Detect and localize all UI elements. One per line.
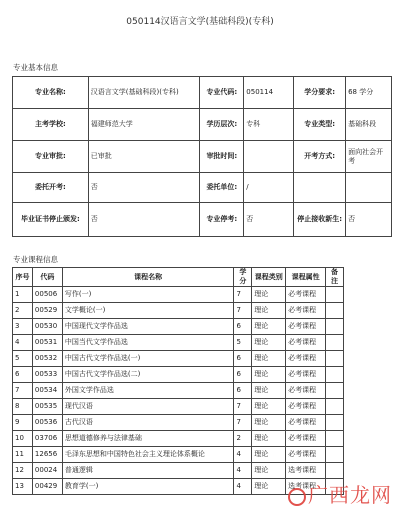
- credits-label: 学分要求:: [294, 77, 346, 109]
- open-mode-value: 面向社会开考: [346, 141, 392, 173]
- course-category: 理论: [252, 367, 286, 383]
- course-code: 03706: [32, 431, 62, 447]
- course-code: 00429: [32, 479, 62, 495]
- col-header-code: 代码: [32, 268, 62, 287]
- course-note: [326, 351, 344, 367]
- table-row: [13, 319, 344, 335]
- approval-time-label: 审批时间:: [200, 141, 244, 173]
- course-code: 00506: [32, 287, 62, 303]
- course-attribute: 选考课程: [286, 479, 326, 495]
- course-no: 4: [13, 335, 33, 351]
- course-no: 12: [13, 463, 33, 479]
- course-credit: 5: [234, 335, 252, 351]
- course-code: 00536: [32, 415, 62, 431]
- course-category: 理论: [252, 303, 286, 319]
- stop-exam-value: 否: [244, 203, 294, 237]
- approval-label: 专业审批:: [13, 141, 89, 173]
- course-code: 00531: [32, 335, 62, 351]
- course-no: 13: [13, 479, 33, 495]
- course-category: 理论: [252, 415, 286, 431]
- course-category: 理论: [252, 383, 286, 399]
- course-code: 00532: [32, 351, 62, 367]
- course-attribute: 必考课程: [286, 399, 326, 415]
- col-header-credit: 学分: [234, 268, 252, 287]
- approval-value: 已审批: [88, 141, 200, 173]
- course-category: 理论: [252, 335, 286, 351]
- table-row: [13, 399, 344, 415]
- course-credit: 6: [234, 351, 252, 367]
- course-attribute: 必考课程: [286, 319, 326, 335]
- course-code: 00533: [32, 367, 62, 383]
- course-no: 5: [13, 351, 33, 367]
- course-code: 00024: [32, 463, 62, 479]
- table-row: [13, 287, 344, 303]
- course-credit: 7: [234, 415, 252, 431]
- course-attribute: 必考课程: [286, 431, 326, 447]
- table-row: [13, 383, 344, 399]
- course-attribute: 必考课程: [286, 383, 326, 399]
- course-name: 写作(一): [62, 287, 234, 303]
- major-code-label: 专业代码:: [200, 77, 244, 109]
- table-row: [13, 303, 344, 319]
- empty-cell: [294, 173, 346, 203]
- course-note: [326, 319, 344, 335]
- section-heading-courses: 专业课程信息: [13, 255, 58, 264]
- course-credit: 6: [234, 319, 252, 335]
- major-code-value: 050114: [244, 77, 294, 109]
- empty-cell: [346, 173, 392, 203]
- basic-info-table: [12, 76, 392, 237]
- course-name: 文学概论(一): [62, 303, 234, 319]
- course-attribute: 必考课程: [286, 287, 326, 303]
- course-name: 中国当代文学作品选: [62, 335, 234, 351]
- stop-cert-label: 毕业证书停止颁发:: [13, 203, 89, 237]
- course-name: 毛泽东思想和中国特色社会主义理论体系概论: [62, 447, 234, 463]
- course-note: [326, 383, 344, 399]
- course-attribute: 选考课程: [286, 463, 326, 479]
- commission-label: 委托开考:: [13, 173, 89, 203]
- watermark-logo: [288, 479, 392, 508]
- course-name: 中国古代文学作品选(一): [62, 351, 234, 367]
- course-name: 古代汉语: [62, 415, 234, 431]
- course-note: [326, 415, 344, 431]
- course-name: 普通逻辑: [62, 463, 234, 479]
- credits-value: 68 学分: [346, 77, 392, 109]
- major-name-value: 汉语言文学(基础科段)(专科): [88, 77, 200, 109]
- watermark-text: 广西龙网: [308, 483, 392, 507]
- page-title: 050114汉语言文学(基础科段)(专科): [126, 17, 274, 27]
- course-credit: 4: [234, 447, 252, 463]
- course-name: 教育学(一): [62, 479, 234, 495]
- commission-unit-label: 委托单位:: [200, 173, 244, 203]
- commission-unit-value: /: [244, 173, 294, 203]
- stop-reg-label: 停止接收新生:: [294, 203, 346, 237]
- course-code: 00530: [32, 319, 62, 335]
- commission-value: 否: [88, 173, 200, 203]
- course-credit: 4: [234, 463, 252, 479]
- type-label: 专业类型:: [294, 109, 346, 141]
- course-credit: 7: [234, 399, 252, 415]
- table-row: [13, 335, 344, 351]
- course-name: 外国文学作品选: [62, 383, 234, 399]
- course-credit: 7: [234, 303, 252, 319]
- logo-icon: [288, 488, 306, 506]
- course-name: 思想道德修养与法律基础: [62, 431, 234, 447]
- course-code: 00529: [32, 303, 62, 319]
- course-note: [326, 303, 344, 319]
- stop-exam-label: 专业停考:: [200, 203, 244, 237]
- course-category: 理论: [252, 319, 286, 335]
- course-note: [326, 447, 344, 463]
- course-category: 理论: [252, 431, 286, 447]
- course-note: [326, 463, 344, 479]
- course-no: 6: [13, 367, 33, 383]
- course-credit: 7: [234, 287, 252, 303]
- course-note: [326, 287, 344, 303]
- col-header-note: 备注: [326, 268, 344, 287]
- course-code: 00534: [32, 383, 62, 399]
- course-note: [326, 431, 344, 447]
- course-no: 1: [13, 287, 33, 303]
- table-row: [13, 367, 344, 383]
- course-attribute: 必考课程: [286, 335, 326, 351]
- course-category: 理论: [252, 287, 286, 303]
- course-no: 7: [13, 383, 33, 399]
- course-attribute: 必考课程: [286, 303, 326, 319]
- col-header-attribute: 课程属性: [286, 268, 326, 287]
- course-code: 12656: [32, 447, 62, 463]
- course-attribute: 必考课程: [286, 351, 326, 367]
- course-attribute: 必考课程: [286, 367, 326, 383]
- table-row: [13, 463, 344, 479]
- table-row: [13, 447, 344, 463]
- course-credit: 6: [234, 367, 252, 383]
- course-category: 理论: [252, 479, 286, 495]
- course-no: 3: [13, 319, 33, 335]
- course-attribute: 必考课程: [286, 415, 326, 431]
- course-name: 现代汉语: [62, 399, 234, 415]
- col-header-name: 课程名称: [62, 268, 234, 287]
- table-row: [13, 431, 344, 447]
- school-label: 主考学校:: [13, 109, 89, 141]
- course-no: 9: [13, 415, 33, 431]
- course-credit: 2: [234, 431, 252, 447]
- course-no: 10: [13, 431, 33, 447]
- course-category: 理论: [252, 399, 286, 415]
- course-name: 中国现代文学作品选: [62, 319, 234, 335]
- table-row: [13, 351, 344, 367]
- course-code: 00535: [32, 399, 62, 415]
- major-name-label: 专业名称:: [13, 77, 89, 109]
- level-label: 学历层次:: [200, 109, 244, 141]
- course-no: 2: [13, 303, 33, 319]
- table-row: [13, 415, 344, 431]
- course-note: [326, 367, 344, 383]
- course-category: 理论: [252, 351, 286, 367]
- school-value: 福建师范大学: [88, 109, 200, 141]
- level-value: 专科: [244, 109, 294, 141]
- stop-reg-value: 否: [346, 203, 392, 237]
- open-mode-label: 开考方式:: [294, 141, 346, 173]
- course-table: [12, 267, 344, 495]
- stop-cert-value: 否: [88, 203, 200, 237]
- course-name: 中国古代文学作品选(二): [62, 367, 234, 383]
- section-heading-basic: 专业基本信息: [13, 63, 58, 72]
- col-header-no: 序号: [13, 268, 33, 287]
- course-note: [326, 399, 344, 415]
- col-header-category: 课程类别: [252, 268, 286, 287]
- course-note: [326, 335, 344, 351]
- course-category: 理论: [252, 463, 286, 479]
- course-no: 11: [13, 447, 33, 463]
- course-credit: 6: [234, 383, 252, 399]
- type-value: 基础科段: [346, 109, 392, 141]
- course-attribute: 必考课程: [286, 447, 326, 463]
- course-credit: 4: [234, 479, 252, 495]
- approval-time-value: [244, 141, 294, 173]
- course-no: 8: [13, 399, 33, 415]
- course-category: 理论: [252, 447, 286, 463]
